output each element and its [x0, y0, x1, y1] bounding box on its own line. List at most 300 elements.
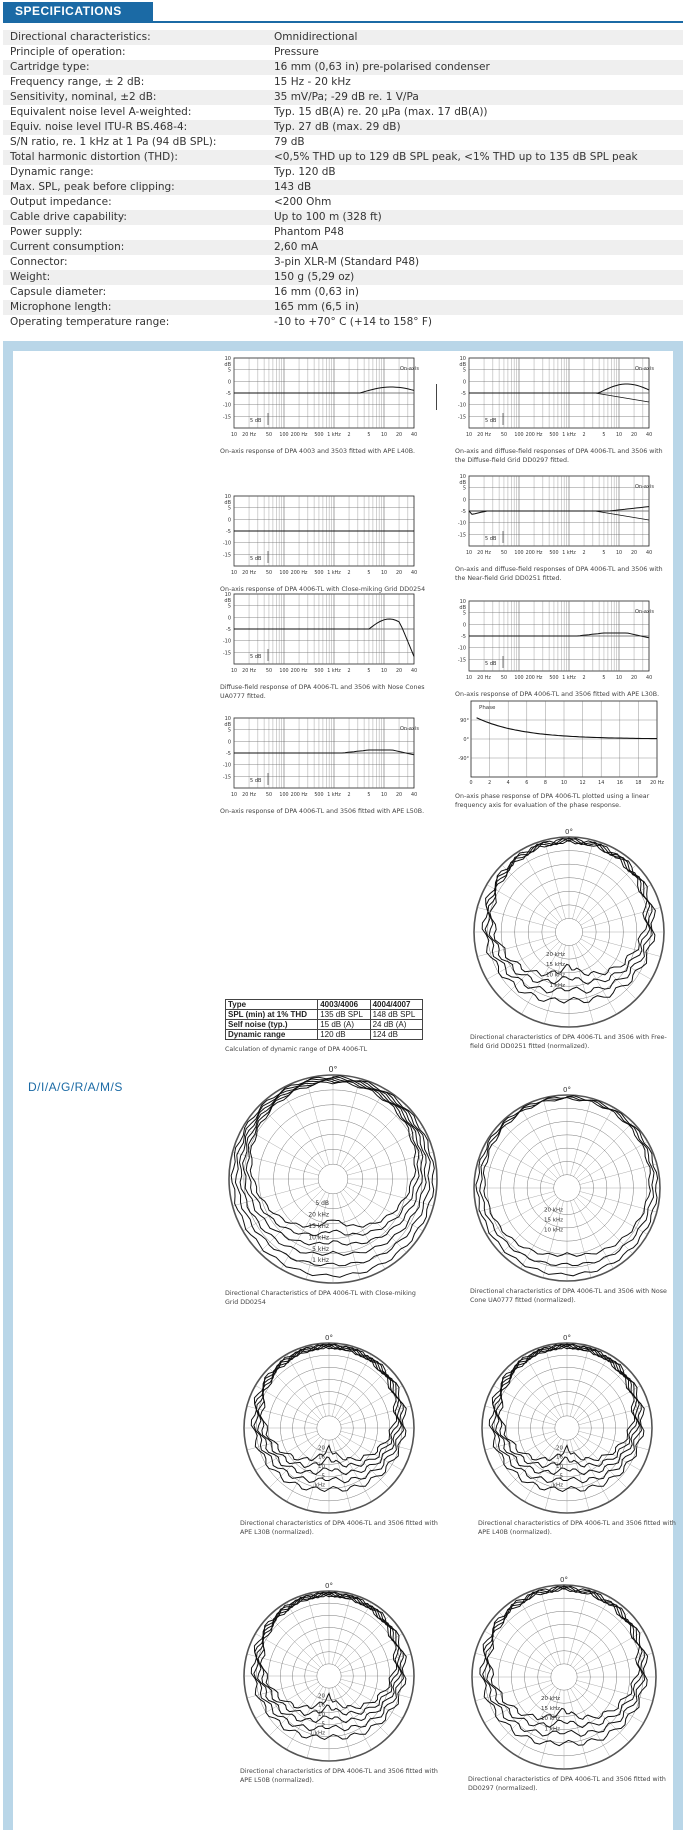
frequency-response-figure	[220, 712, 430, 817]
x-tick-label: 50	[265, 433, 273, 438]
polar-frequency-label: 10 kHz	[308, 1234, 329, 1242]
frequency-response-chart	[455, 352, 665, 444]
x-tick-label: 10	[615, 676, 623, 681]
polar-zero-label: 0°	[328, 1065, 338, 1074]
frequency-response-figure	[455, 595, 665, 700]
spec-value: Phantom P48	[274, 226, 344, 238]
figure-caption: Directional characteristics of DPA 4006-TL and 3506 with Nose Cone UA0777 fitted (normalized).	[470, 1288, 667, 1304]
x-tick-label: 1 kHz	[562, 551, 576, 556]
phase-response-chart	[455, 697, 665, 789]
separator-line	[436, 384, 437, 410]
polar-spoke	[332, 1594, 351, 1665]
spec-value: 3-pin XLR-M (Standard P48)	[274, 256, 420, 268]
polar-frequency-label: 20 kHz	[546, 951, 565, 958]
y-tick-label: 5	[227, 727, 231, 734]
polar-pattern-chart	[470, 1084, 664, 1284]
x-tick-label: 20	[395, 571, 403, 576]
spec-value: <0,5% THD up to 129 dB SPL peak, <1% THD up to 135 dB SPL peak	[274, 151, 638, 163]
polar-spoke	[578, 865, 636, 923]
x-tick-label: 5	[602, 551, 606, 556]
y-tick-label: -5	[226, 751, 231, 757]
dynamic-table-cell: 148 dB SPL	[370, 1010, 422, 1020]
polar-spoke	[521, 1107, 561, 1176]
polar-spoke	[269, 1684, 321, 1736]
dynamic-table-header: 4004/4007	[370, 1000, 422, 1010]
figure-caption: On-axis response of DPA 4006-TL and 3506 fitted with APE L30B.	[455, 691, 660, 698]
polar-pattern-chart	[468, 1574, 660, 1772]
curve-tag: On-axis	[400, 726, 419, 732]
polar-spoke	[573, 1686, 629, 1742]
y-tick-label: -15	[222, 650, 231, 657]
figure-caption: On-axis and diffuse-field responses of DPA 4006-TL and 3506 with the Near-field Grid DD0251 fitted.	[455, 566, 663, 582]
x-tick-label: 10	[230, 433, 238, 438]
x-tick-label: 500	[549, 676, 559, 681]
y-tick-label: 10	[224, 716, 231, 722]
y-tick-label: -5	[226, 391, 231, 397]
x-tick-label: 1 kHz	[327, 433, 341, 438]
dynamic-table-row	[226, 1010, 423, 1020]
spec-value: <200 Ohm	[274, 196, 332, 208]
polar-spoke	[340, 1089, 385, 1166]
x-tick-label: 200 Hz	[290, 669, 308, 674]
x-tick-label: 500	[314, 669, 324, 674]
x-tick-label: 5	[602, 676, 606, 681]
figure-caption: On-axis response of DPA 4006-TL with Close-miking Grid DD0254	[220, 586, 426, 593]
polar-spoke	[343, 1105, 406, 1168]
spec-row	[3, 285, 683, 300]
figure-caption: On-axis phase response of DPA 4006-TL plotted using a linear frequency axis for evaluation of the phase response.	[455, 793, 650, 809]
x-tick-label: 5	[602, 433, 606, 438]
curve-tag: On-axis	[635, 366, 654, 372]
polar-spoke	[335, 1354, 372, 1417]
polar-spoke	[570, 1597, 610, 1666]
x-tick-label: 500	[314, 571, 324, 576]
spec-row	[3, 315, 683, 330]
spec-row	[3, 240, 683, 255]
polar-frequency-label: 5	[559, 1473, 563, 1480]
x-tick-label: 50	[500, 676, 508, 681]
polar-spoke	[243, 1127, 320, 1172]
y-tick-label: 5	[227, 603, 231, 610]
x-tick-label: 1 kHz	[327, 793, 341, 798]
frequency-response-chart	[220, 490, 430, 582]
polar-pattern-figure	[470, 826, 670, 1051]
polar-frequency-label: 10	[318, 1463, 325, 1470]
x-tick-label: 50	[265, 793, 273, 798]
x-tick-label: 20 Hz	[477, 551, 491, 556]
x-tick-label: 200 Hz	[290, 433, 308, 438]
x-tick-label: 1 kHz	[562, 676, 576, 681]
spec-row	[3, 300, 683, 315]
x-tick-label: 0	[469, 781, 473, 786]
polar-pattern-figure	[478, 1332, 678, 1537]
x-tick-label: 18	[635, 781, 642, 786]
polar-spoke	[573, 1612, 629, 1668]
dynamic-table-cell: 124 dB	[370, 1030, 422, 1040]
polar-frequency-label: 5	[321, 1473, 325, 1480]
spec-label: Directional characteristics:	[10, 31, 151, 43]
x-tick-label: 20	[630, 676, 638, 681]
spec-value: Omnidirectional	[274, 31, 358, 43]
x-tick-label: 2	[582, 433, 586, 438]
x-tick-label: 2	[488, 781, 492, 786]
dynamic-table-row	[226, 1020, 423, 1030]
polar-pattern-figure	[470, 1084, 670, 1305]
polar-spoke	[507, 1436, 559, 1488]
figure-caption: On-axis response of DPA 4006-TL and 3506 fitted with APE L50B.	[220, 808, 425, 815]
curve-tag: On-axis	[635, 484, 654, 490]
curve-tag: On-axis	[400, 366, 419, 372]
spec-value: 15 Hz - 20 kHz	[274, 76, 351, 88]
spec-value: 16 mm (0,63 in)	[274, 286, 359, 298]
y-tick-label: 10	[224, 356, 231, 362]
frequency-response-figure	[220, 588, 430, 701]
spec-row	[3, 30, 683, 45]
x-tick-label: 50	[500, 551, 508, 556]
polar-frequency-label: 10 kHz	[541, 1716, 560, 1723]
x-tick-label: 500	[549, 433, 559, 438]
spec-label: Current consumption:	[10, 241, 125, 253]
polar-spoke	[477, 907, 556, 928]
spec-row	[3, 150, 683, 165]
spec-row	[3, 120, 683, 135]
polar-frequency-label: 1 kHz	[544, 1726, 560, 1733]
polar-spoke	[578, 1142, 647, 1182]
polar-spoke	[269, 1368, 321, 1420]
polar-frequency-label: 10	[318, 1711, 325, 1718]
x-tick-label: 40	[411, 669, 418, 674]
x-tick-label: 10	[380, 669, 388, 674]
frequency-response-figure	[220, 490, 430, 595]
polar-spoke	[269, 1616, 321, 1668]
polar-frequency-label: kHz	[314, 1482, 325, 1489]
frequency-response-chart	[220, 588, 430, 680]
polar-pattern-chart	[240, 1580, 418, 1764]
figure-caption: On-axis and diffuse-field responses of DPA 4006-TL and 3506 with the Diffuse-field Grid DD0297 fitted.	[455, 448, 663, 464]
specifications-header: SPECIFICATIONS	[3, 2, 153, 21]
spec-label: Cartridge type:	[10, 61, 90, 73]
polar-spoke	[332, 1346, 351, 1417]
polar-spoke	[475, 1653, 551, 1673]
polar-spoke	[576, 1197, 633, 1254]
y-tick-label: -15	[222, 552, 231, 559]
x-tick-label: 20	[395, 793, 403, 798]
x-tick-label: 20 Hz	[477, 676, 491, 681]
spec-row	[3, 135, 683, 150]
dynamic-range-caption: Calculation of dynamic range of DPA 4006-TL	[225, 1046, 368, 1053]
y-tick-label: -10	[457, 520, 466, 527]
y-tick-label: 0	[462, 497, 466, 504]
x-tick-label: 100	[514, 551, 524, 556]
y-tick-label: 10	[224, 592, 231, 598]
spec-row	[3, 165, 683, 180]
polar-spoke	[269, 1436, 321, 1488]
spec-value: 16 mm (0,63 in) pre-polarised condenser	[274, 61, 490, 73]
y-tick-label: -5	[226, 627, 231, 633]
y-tick-label: -10	[222, 402, 231, 409]
dynamic-table-cell: 135 dB SPL	[318, 1010, 370, 1020]
spec-value: 143 dB	[274, 181, 312, 193]
spec-row	[3, 45, 683, 60]
y-tick-label: -15	[457, 414, 466, 421]
polar-spoke	[570, 1201, 591, 1278]
y-tick-label: -5	[461, 634, 466, 640]
scale-label: 5 dB	[250, 556, 262, 562]
polar-pattern-chart	[470, 826, 668, 1030]
polar-spoke	[477, 1164, 554, 1185]
dynamic-table-header: Type	[226, 1000, 318, 1010]
spec-value: 2,60 mA	[274, 241, 319, 253]
dynamic-table-header: 4003/4006	[318, 1000, 370, 1010]
polar-spoke	[340, 1192, 385, 1269]
x-tick-label: 10	[615, 433, 623, 438]
x-tick-label: 20	[630, 551, 638, 556]
polar-spoke	[573, 1354, 610, 1417]
spec-row	[3, 210, 683, 225]
x-tick-label: 10	[380, 433, 388, 438]
x-tick-label: 8	[543, 781, 547, 786]
x-tick-label: 40	[411, 793, 418, 798]
y-tick-label: -5	[461, 391, 466, 397]
polar-spoke	[567, 1588, 587, 1664]
spec-label: S/N ratio, re. 1 kHz at 1 Pa (94 dB SPL):	[10, 136, 217, 148]
y-tick-label: -10	[457, 645, 466, 652]
y-tick-label: dB	[459, 480, 466, 486]
polar-frequency-label: 20 kHz	[544, 1207, 563, 1214]
polar-frequency-label: 20 kHz	[541, 1696, 560, 1702]
x-tick-label: 200 Hz	[525, 551, 543, 556]
polar-spoke	[578, 1195, 647, 1235]
polar-spoke	[337, 1079, 360, 1165]
polar-frequency-label: 10	[556, 1463, 563, 1470]
y-tick-label: dB	[224, 722, 231, 728]
y-tick-label: dB	[459, 605, 466, 611]
polar-frequency-label: 20	[318, 1445, 325, 1452]
y-tick-label: -90°	[458, 756, 469, 762]
polar-pattern-chart	[240, 1332, 418, 1516]
y-tick-label: 0°	[463, 737, 469, 743]
polar-frequency-label: 5 kHz	[312, 1245, 329, 1253]
polar-spoke	[247, 1406, 318, 1425]
x-tick-label: 40	[646, 551, 653, 556]
x-tick-label: 40	[411, 433, 418, 438]
x-tick-label: 100	[279, 793, 289, 798]
dynamic-range-table	[225, 999, 423, 1040]
scale-label: 5 dB	[485, 661, 497, 667]
spec-row	[3, 105, 683, 120]
y-tick-label: -10	[222, 762, 231, 769]
polar-spoke	[307, 1594, 326, 1665]
polar-spoke	[567, 1689, 587, 1765]
dynamic-table-cell: Self noise (typ.)	[226, 1020, 318, 1030]
y-tick-label: dB	[224, 500, 231, 506]
polar-spoke	[580, 1164, 657, 1185]
polar-zero-label: 0°	[325, 1582, 333, 1590]
polar-frequency-label: 20	[318, 1693, 325, 1700]
x-tick-label: 40	[411, 571, 418, 576]
x-tick-label: 2	[347, 571, 351, 576]
dynamic-table-cell: SPL (min) at 1% THD	[226, 1010, 318, 1020]
x-tick-label: 1 kHz	[562, 433, 576, 438]
spec-label: Total harmonic distortion (THD):	[10, 151, 178, 163]
spec-label: Capsule diameter:	[10, 286, 107, 298]
polar-spoke	[337, 1368, 389, 1420]
polar-pattern-curve	[476, 1096, 658, 1276]
spec-value: Typ. 27 dB (max. 29 dB)	[274, 121, 401, 133]
x-tick-label: 20	[630, 433, 638, 438]
polar-spoke	[485, 1431, 556, 1450]
polar-spoke	[259, 1105, 322, 1168]
x-tick-label: 200 Hz	[290, 571, 308, 576]
x-tick-label: 40	[646, 676, 653, 681]
polar-spoke	[572, 840, 593, 919]
x-tick-label: 12	[579, 781, 586, 786]
dynamic-table-header-row	[226, 1000, 423, 1010]
frequency-response-chart	[220, 352, 430, 444]
x-tick-label: 500	[314, 793, 324, 798]
x-tick-label: 10	[465, 433, 473, 438]
frequency-response-chart	[455, 595, 665, 687]
x-tick-label: 40	[646, 433, 653, 438]
polar-spoke	[484, 1631, 553, 1671]
header-rule	[3, 21, 683, 23]
y-tick-label: -15	[222, 774, 231, 781]
polar-spoke	[570, 1098, 591, 1175]
polar-spoke	[487, 885, 558, 926]
polar-spoke	[518, 1597, 558, 1666]
spec-row	[3, 90, 683, 105]
polar-spoke	[247, 1654, 318, 1673]
y-tick-label: 10	[459, 356, 466, 362]
polar-frequency-label: 10 kHz	[544, 1227, 563, 1234]
spec-value: Typ. 15 dB(A) re. 20 µPa (max. 17 dB(A))	[274, 106, 488, 118]
y-tick-label: dB	[224, 362, 231, 368]
x-tick-label: 100	[514, 676, 524, 681]
x-tick-label: 10	[380, 793, 388, 798]
x-tick-label: 20 Hz	[477, 433, 491, 438]
y-tick-label: dB	[224, 598, 231, 604]
y-tick-label: -5	[226, 529, 231, 535]
y-tick-label: -15	[457, 657, 466, 664]
polar-spoke	[522, 850, 563, 921]
spec-label: Weight:	[10, 271, 51, 283]
x-tick-label: 50	[500, 433, 508, 438]
polar-spoke	[346, 1127, 423, 1172]
x-tick-label: 2	[347, 433, 351, 438]
polar-frequency-label: 15 kHz	[546, 962, 565, 969]
specifications-table	[3, 30, 683, 330]
x-tick-label: 2	[582, 676, 586, 681]
y-tick-label: -15	[457, 532, 466, 539]
spec-row	[3, 225, 683, 240]
y-tick-label: 10	[459, 474, 466, 480]
polar-spoke	[507, 1368, 559, 1420]
polar-spoke	[247, 1431, 318, 1450]
polar-spoke	[486, 1142, 555, 1182]
polar-spoke	[502, 865, 560, 923]
x-tick-label: 20 Hz	[650, 781, 664, 786]
polar-pattern-curve	[231, 1076, 434, 1277]
polar-spoke	[287, 1354, 324, 1417]
x-tick-label: 6	[525, 781, 529, 786]
polar-spoke	[346, 1186, 423, 1231]
x-tick-label: 2	[582, 551, 586, 556]
scale-label: 5 dB	[250, 418, 262, 424]
x-tick-label: 2	[347, 793, 351, 798]
polar-frequency-label: 16	[556, 1454, 563, 1461]
frequency-response-figure	[455, 470, 665, 583]
x-tick-label: 200 Hz	[525, 676, 543, 681]
spec-label: Output impedance:	[10, 196, 112, 208]
figure-caption: On-axis response of DPA 4003 and 3503 fitted with APE L40B.	[220, 448, 416, 455]
y-tick-label: 5	[227, 505, 231, 512]
x-tick-label: 200 Hz	[525, 433, 543, 438]
dynamic-table-cell: 24 dB (A)	[370, 1020, 422, 1030]
polar-spoke	[574, 1199, 614, 1268]
y-tick-label: -10	[222, 638, 231, 645]
figure-caption: Directional characteristics of DPA 4006-TL and 3506 fitted with APE L40B (normalized).	[478, 1520, 676, 1536]
scale-label: 5 dB	[485, 418, 497, 424]
x-tick-label: 20 Hz	[242, 669, 256, 674]
y-tick-label: 10	[224, 494, 231, 500]
x-tick-label: 10	[615, 551, 623, 556]
scale-label: 5 dB	[485, 536, 497, 542]
polar-spoke	[335, 1602, 372, 1665]
polar-spoke	[501, 1197, 558, 1254]
x-tick-label: 10	[230, 793, 238, 798]
spec-row	[3, 270, 683, 285]
polar-frequency-label: 16	[318, 1702, 325, 1709]
x-tick-label: 50	[265, 571, 273, 576]
x-tick-label: 10	[380, 571, 388, 576]
spec-value: Typ. 120 dB	[274, 166, 336, 178]
polar-frequency-label: 1 kHz	[309, 1730, 325, 1737]
x-tick-label: 5	[367, 433, 371, 438]
y-tick-label: 90°	[460, 718, 469, 724]
phase-response-figure	[455, 697, 665, 810]
x-tick-label: 10	[465, 551, 473, 556]
spec-label: Power supply:	[10, 226, 83, 238]
spec-label: Microphone length:	[10, 301, 112, 313]
polar-frequency-label: 1 kHz	[549, 983, 565, 990]
polar-spoke	[572, 945, 593, 1024]
polar-zero-label: 0°	[563, 1334, 571, 1342]
x-tick-label: 20 Hz	[242, 793, 256, 798]
polar-spoke	[485, 1406, 556, 1425]
spec-label: Connector:	[10, 256, 68, 268]
y-tick-label: dB	[459, 362, 466, 368]
spec-value: Pressure	[274, 46, 319, 58]
polar-zero-label: 0°	[560, 1576, 568, 1584]
y-tick-label: -5	[461, 509, 466, 515]
y-tick-label: 5	[462, 610, 466, 617]
spec-row	[3, 195, 683, 210]
spec-label: Equiv. noise level ITU-R BS.468-4:	[10, 121, 188, 133]
spec-label: Frequency range, ± 2 dB:	[10, 76, 145, 88]
x-tick-label: 100	[279, 571, 289, 576]
spec-label: Max. SPL, peak before clipping:	[10, 181, 175, 193]
x-tick-label: 10	[230, 571, 238, 576]
polar-pattern-figure	[240, 1332, 440, 1537]
dynamic-table-row	[226, 1030, 423, 1040]
polar-spoke	[477, 935, 556, 956]
y-tick-label: -15	[222, 414, 231, 421]
spec-label: Principle of operation:	[10, 46, 126, 58]
polar-spoke	[307, 1346, 326, 1417]
polar-spoke	[332, 1687, 351, 1758]
x-tick-label: 10	[230, 669, 238, 674]
x-tick-label: 100	[279, 669, 289, 674]
